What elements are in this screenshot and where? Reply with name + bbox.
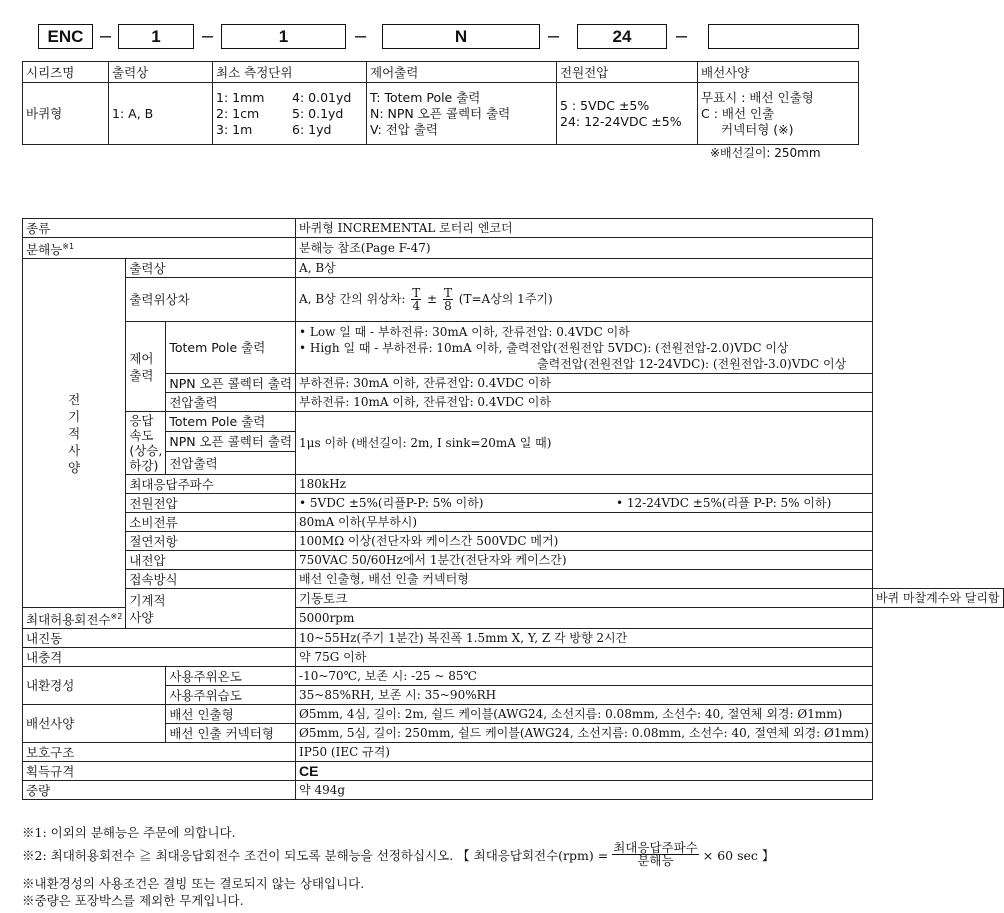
wiring-option: 커넥터형 (※) (721, 121, 794, 137)
spec-label: 분해능$^{※1}$ (23, 238, 296, 259)
spec-label: 획득규격 (23, 762, 296, 781)
col-header: 시리즈명 (23, 62, 109, 83)
unit-option: 4: 0.01yd (292, 89, 352, 105)
fraction: $\frac{T}{4}$ (412, 286, 421, 314)
col-header: 제어출력 (367, 62, 557, 83)
spec-label: 최대허용회전수$^{※2}$ (23, 608, 126, 629)
code-dash: – (100, 25, 112, 47)
spec-label: 최대응답주파수 (126, 475, 296, 494)
spec-label: 배선 인출 커넥터형 (166, 724, 296, 743)
spec-value: 부하전류: 30mA 이하, 잔류전압: 0.4VDC 이하 (296, 374, 873, 393)
spec-label: 내진동 (23, 629, 296, 648)
series-value: 바퀴형 (23, 83, 109, 145)
control-option: V: 전압 출력 (370, 121, 438, 137)
spec-value: 5000rpm (296, 608, 873, 629)
ordering-code-table (22, 61, 859, 145)
code-box-unit: 1 (221, 24, 346, 49)
spec-label: 배선 인출형 (166, 705, 296, 724)
wiring-label: 배선사양 (23, 705, 166, 743)
col-header: 배선사양 (698, 62, 859, 83)
control-option: N: NPN 오픈 콜렉터 출력 (370, 105, 511, 121)
spec-label: 중량 (23, 781, 296, 800)
spec-label: 내충격 (23, 648, 296, 667)
footnote-2: ※2: 최대허용회전수 ≧ 최대응답회전수 조건이 되도록 분해능을 선정하십시오. 【 최대응답회전수(rpm) = $\frac{\text{최대응답주파수}}{\text{분해능}}$ × 60 sec 】 (22, 840, 775, 868)
fraction: $\frac{T}{8}$ (443, 286, 452, 314)
phase-diff-value: A, B상 간의 위상차: $\frac{T}{4}$ ± $\frac{T}{8}$ (T=A상의 1주기) (296, 278, 873, 322)
spec-label: 내전압 (126, 551, 296, 570)
unit-option: 3: 1m (216, 121, 253, 137)
power-option: 5 : 5VDC ±5% (560, 97, 650, 113)
code-dash: – (202, 25, 214, 47)
spec-label: 사용주위온도 (166, 667, 296, 686)
unit-option: 6: 1yd (292, 121, 332, 137)
unit-values (213, 83, 367, 145)
wiring-option: 무표시 : 배선 인출형 (701, 89, 814, 105)
spec-label: 보호구조 (23, 743, 296, 762)
control-output-label: 제어출력 (126, 322, 166, 412)
spec-label: NPN 오픈 콜렉터 출력 (166, 374, 296, 393)
spec-label: 기동토크 (296, 589, 873, 608)
spec-value: 80mA 이하(무부하시) (296, 513, 873, 532)
code-box-phase: 1 (118, 24, 194, 49)
spec-value: 750VAC 50/60Hz에서 1분간(전단자와 케이스간) (296, 551, 873, 570)
code-dash: – (676, 25, 688, 47)
col-header: 전원전압 (557, 62, 698, 83)
code-dash: – (355, 25, 367, 47)
unit-option: 1: 1mm (216, 89, 265, 105)
col-header: 최소 측정단위 (213, 62, 367, 83)
spec-label: 종류 (23, 219, 296, 238)
wiring-values (698, 83, 859, 145)
spec-label: 전압출력 (166, 393, 296, 412)
fraction: $\frac{\text{최대응답주파수}}{\text{분해능}}$ (613, 840, 698, 868)
spec-value: -10~70℃, 보존 시: -25 ~ 85℃ (296, 667, 873, 686)
spec-value: A, B상 (296, 259, 873, 278)
power-values (557, 83, 698, 145)
spec-label: 전원전압 (126, 494, 296, 513)
spec-value: • Low 일 때 - 부하전류: 30mA 이하, 잔류전압: 0.4VDC 이하 • High 일 때 - 부하전류: 10mA 이하, 출력전압(전원전압 5VDC): (전원전압-2.0)VDC 이상 출력전압(전원전압 12-24VDC): (전원전압-3.0)VDC 이상 (296, 322, 873, 374)
spec-value: • 5VDC ±5%(리플P-P: 5% 이하) • 12-24VDC ±5%(리플 P-P: 5% 이하) (296, 494, 873, 513)
spec-value: IP50 (IEC 규격) (296, 743, 873, 762)
spec-label: Totem Pole 출력 (166, 322, 296, 374)
spec-table (22, 218, 1004, 800)
spec-label: Totem Pole 출력 (166, 412, 296, 432)
spec-label: 사용주위습도 (166, 686, 296, 705)
unit-option: 5: 0.1yd (292, 105, 344, 121)
code-box-control: N (382, 24, 540, 49)
spec-label: 출력상 (126, 259, 296, 278)
control-option: T: Totem Pole 출력 (370, 89, 481, 105)
ce-mark-icon: CE (296, 762, 873, 781)
col-header: 출력상 (109, 62, 213, 83)
power-option: 24: 12-24VDC ±5% (560, 113, 682, 129)
environment-label: 내환경성 (23, 667, 166, 705)
spec-label: 절연저항 (126, 532, 296, 551)
code-box-wiring (708, 24, 859, 49)
spec-label: NPN 오픈 콜렉터 출력 (166, 432, 296, 452)
spec-value: 10~55Hz(주기 1분간) 복진폭 1.5mm X, Y, Z 각 방향 2시간 (296, 629, 873, 648)
spec-value: Ø5mm, 5심, 길이: 250mm, 쉴드 케이블(AWG24, 소선지름: 0.08mm, 소선수: 40, 절연체 외경: Ø1mm) (296, 724, 873, 743)
spec-value: 분해능 참조(Page F-47) (296, 238, 873, 259)
spec-value: 바퀴 마찰계수와 달리함 (872, 589, 1003, 608)
spec-value: 1μs 이하 (배선길이: 2m, I sink=20mA 일 때) (296, 412, 873, 475)
spec-value: 배선 인출형, 배선 인출 커넥터형 (296, 570, 873, 589)
spec-value: 35~85%RH, 보존 시: 35~90%RH (296, 686, 873, 705)
electrical-spec-label: 전기적사양 (23, 259, 126, 608)
wiring-option: C : 배선 인출 (701, 105, 775, 121)
control-values (367, 83, 557, 145)
spec-value: Ø5mm, 4심, 길이: 2m, 쉴드 케이블(AWG24, 소선지름: 0.08mm, 소선수: 40, 절연체 외경: Ø1mm) (296, 705, 873, 724)
unit-option: 2: 1cm (216, 105, 260, 121)
spec-value: 약 494g (296, 781, 873, 800)
phase-value: 1: A, B (109, 83, 213, 145)
code-box-series: ENC (38, 24, 93, 49)
mechanical-spec-label: 기계적 사양 (126, 589, 296, 629)
spec-value: 바퀴형 INCREMENTAL 로터리 엔코더 (296, 219, 873, 238)
spec-label: 출력위상차 (126, 278, 296, 322)
spec-label: 접속방식 (126, 570, 296, 589)
cable-length-note: ※배선길이: 250mm (710, 146, 821, 160)
footnote-4: ※중량은 포장박스를 제외한 무게입니다. (22, 893, 244, 908)
code-dash: – (548, 25, 560, 47)
spec-value: 부하전류: 10mA 이하, 잔류전압: 0.4VDC 이하 (296, 393, 873, 412)
footnote-1: ※1: 이외의 분해능은 주문에 의합니다. (22, 825, 236, 840)
spec-label: 전압출력 (166, 452, 296, 475)
spec-label: 소비전류 (126, 513, 296, 532)
spec-value: 180kHz (296, 475, 873, 494)
footnote-3: ※내환경성의 사용조건은 결빙 또는 결로되지 않는 상태입니다. (22, 876, 365, 891)
response-speed-label: 응답 속도 (상승, 하강) (126, 412, 166, 475)
spec-value: 100MΩ 이상(전단자와 케이스간 500VDC 메거) (296, 532, 873, 551)
spec-value: 약 75G 이하 (296, 648, 873, 667)
code-box-power: 24 (577, 24, 667, 49)
